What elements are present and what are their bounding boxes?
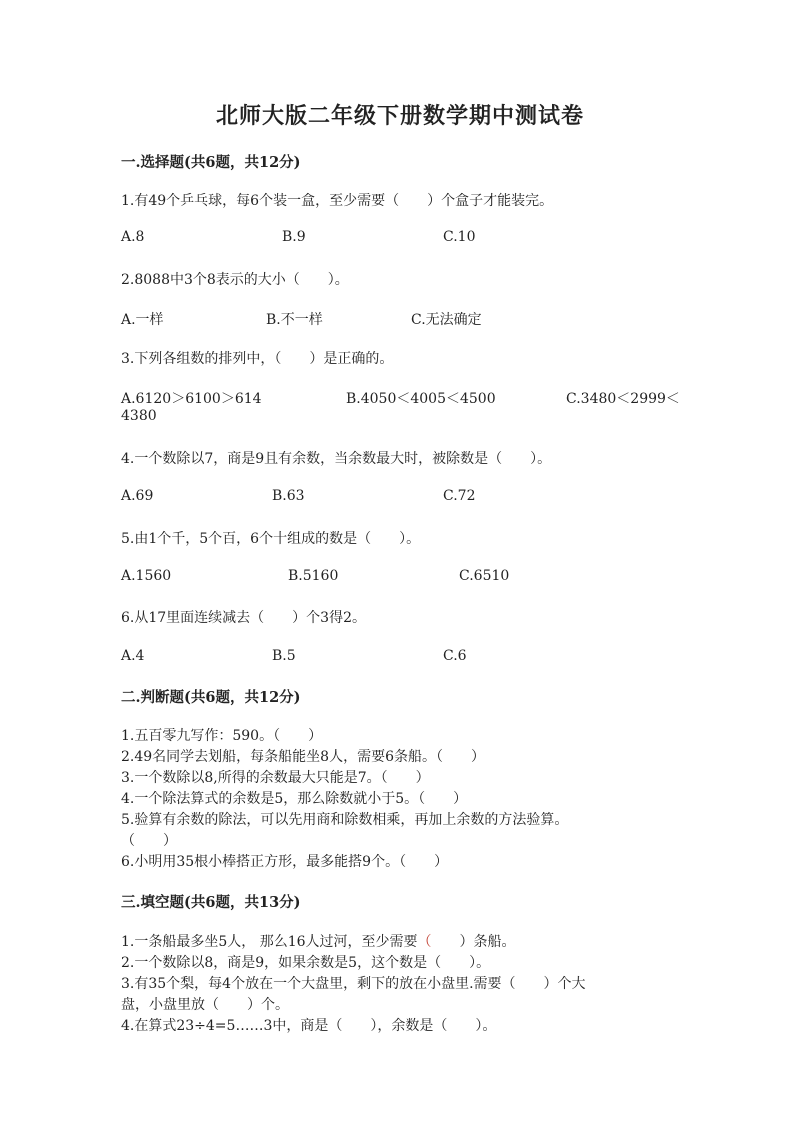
- judgement-line-1: 1.五百零九写作：590。（ ）: [121, 728, 323, 744]
- fill-line-3-continued: 盘，小盘里放（ ）个。: [121, 997, 289, 1013]
- option-1-4-c: C.72: [443, 488, 476, 504]
- question-1-5: 5.由1个千，5个百，6个十组成的数是（ ）。: [121, 531, 421, 547]
- option-1-1-c: C.10: [443, 229, 476, 245]
- option-1-4-a: A.69: [121, 488, 154, 504]
- question-1-3: 3.下列各组数的排列中，（ ）是正确的。: [121, 351, 394, 367]
- fill-line-4: 4.在算式23÷4=5……3中，商是（ ），余数是（ ）。: [121, 1018, 497, 1034]
- question-1-2: 2.8088中3个8表示的大小（ ）。: [121, 272, 349, 288]
- question-1-4: 4.一个数除以7，商是9且有余数，当余数最大时，被除数是（ ）。: [121, 451, 552, 467]
- question-1-6: 6.从17里面连续减去（ ）个3得2。: [121, 610, 366, 626]
- option-1-5-a: A.1560: [121, 568, 172, 584]
- section-heading-judgement: 二.判断题(共6题，共12分): [121, 689, 301, 706]
- judgement-line-6: 6.小明用35根小棒搭正方形，最多能搭9个。（ ）: [121, 854, 449, 870]
- section-heading-fill-in: 三.填空题(共6题，共13分): [121, 894, 301, 911]
- option-1-2-b: B.不一样: [266, 312, 323, 328]
- judgement-line-5: 5.验算有余数的除法，可以先用商和除数相乘，再加上余数的方法验算。: [121, 812, 569, 828]
- fill-line-1-post: ）条船。: [431, 934, 516, 950]
- option-1-6-c: C.6: [443, 648, 467, 664]
- fill-line-1-red-bracket: （: [417, 934, 432, 950]
- option-1-6-b: B.5: [272, 648, 296, 664]
- section-heading-choice: 一.选择题(共6题，共12分): [121, 154, 301, 171]
- option-1-2-a: A.一样: [121, 312, 164, 328]
- fill-line-1-pre: 1.一条船最多坐5人， 那么16人过河，至少需要: [121, 934, 418, 950]
- option-1-3-c: C.3480＜2999＜: [566, 391, 680, 407]
- page-title: 北师大版二年级下册数学期中测试卷: [215, 103, 584, 129]
- option-1-6-a: A.4: [121, 648, 145, 664]
- option-1-3-c-continued: 4380: [121, 408, 157, 424]
- option-1-5-b: B.5160: [288, 568, 339, 584]
- option-1-4-b: B.63: [272, 488, 305, 504]
- fill-line-3: 3.有35个梨，每4个放在一个大盘里，剩下的放在小盘里.需要（ ）个大: [121, 976, 586, 992]
- option-1-2-c: C.无法确定: [411, 312, 482, 328]
- judgement-line-3: 3.一个数除以8,所得的余数最大只能是7。（ ）: [121, 770, 430, 786]
- question-1-1: 1.有49个乒乓球，每6个装一盒，至少需要（ ）个盒子才能装完。: [121, 193, 554, 209]
- option-1-3-b: B.4050＜4005＜4500: [346, 391, 496, 407]
- judgement-line-5-continued: （ ）: [121, 833, 177, 849]
- judgement-line-4: 4.一个除法算式的余数是5，那么除数就小于5。（ ）: [121, 791, 468, 807]
- fill-line-2: 2.一个数除以8，商是9，如果余数是5，这个数是（ ）。: [121, 955, 491, 971]
- option-1-1-a: A.8: [121, 229, 145, 245]
- option-1-1-b: B.9: [282, 229, 306, 245]
- option-1-3-a: A.6120＞6100＞614: [121, 391, 262, 407]
- fill-line-1: [121, 931, 516, 951]
- judgement-line-2: 2.49名同学去划船，每条船能坐8人，需要6条船。（ ）: [121, 749, 485, 765]
- option-1-5-c: C.6510: [459, 568, 510, 584]
